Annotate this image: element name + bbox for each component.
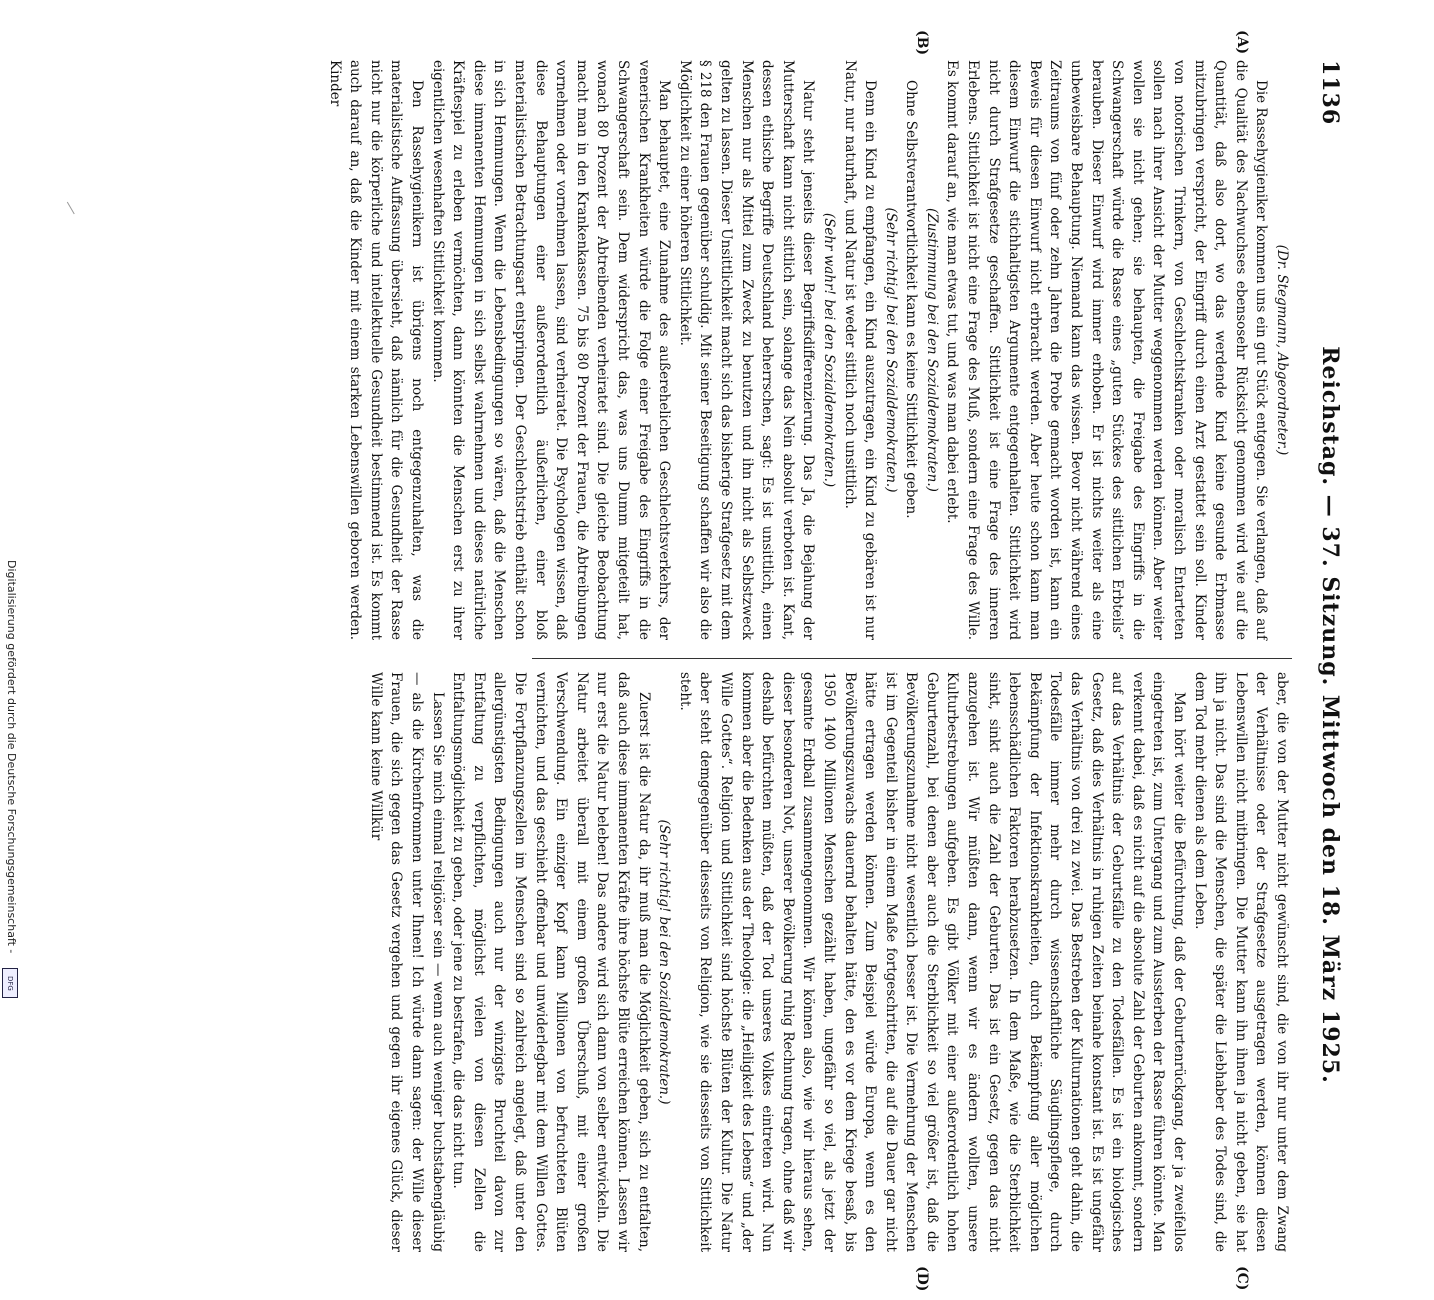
interjection: (Sehr richtig! bei den Sozialdemokraten.) [882,207,899,493]
column-divider [532,658,1292,659]
margin-marker-a: (A) [1234,30,1250,55]
interjection: (Zustimmung bei den Sozialdemokraten.) [923,208,940,492]
left-column [326,60,1292,640]
paragraph: Natur steht jenseits dieser Begriffsdifferenzierung. Das Ja, die Bejahung der Mutterschaft kann nicht sittlich sein, solange das Nein absolut verboten ist. Kant, dessen ethische Begriffe Deutschland beherrschen, sagt: Es ist unsittlich, einen Menschen nur als Mittel zum Zweck zu benutzen und ihn nicht als Selbstzweck gelten zu lassen. Dieser Unsittlichkeit macht sich das bisherige Strafgesetz mit dem § 218 den Frauen gegenüber schuldig. Mit seiner Beseitigung schaffen wir also die Möglichkeit zu einer höheren Sittlichkeit. [676,60,817,640]
margin-marker-c: (C) [1234,1266,1250,1291]
speaker-line: (Dr. Stegmann, Abgeordneter.) [1274,244,1290,456]
dfg-logo: DFG [2,968,18,998]
margin-marker-b: (B) [914,30,930,56]
margin-marker-d: (D) [914,1266,930,1292]
paragraph: Lassen Sie mich einmal religiöser sein — wenn auch weniger buchstabengläubig — als die Kirchenfrommen unter Ihnen! Ich würde dann sagen: der Wille dieser Frauen, die sich gegen das Gesetz vergehen und gegen ihr eigenes Glück, dieser Wille kann keine Willkür [367,672,446,1252]
paragraph: aber, die von der Mutter nicht gewünscht sind, die von ihr nur unter dem Zwang der Verhältnisse oder der Strafgesetze ausgetragen werden, können diesen Lebenswillen nicht mitbringen. Die Mutter kann ihn ihnen ja nicht geben, sie hat ihn ja nicht. Das sind die Menschen, die später die Liebhaber des Todes sind, die dem Tod mehr dienen als dem Leben. [1191,672,1290,1252]
paragraph: Die Rassehygieniker kommen uns ein gut Stück entgegen. Sie verlangen, daß auf die Qualität des Nachwuchses ebensosehr Rücksicht genommen wird wie auf die Quantität, daß also dort, wo das werdende Kind keine gesunde Erbmasse mitzubringen verspricht, der Eingriff durch einen Arzt gestattet sein soll. Kinder von notorischen Trinkern, von Geschlechtskranken oder moralisch Entarteten sollen nach ihrer Ansicht der Mutter weggenommen werden können. Aber weiter wollen sie nicht gehen; sie behaupten, die Freigabe des Eingriffs in die Schwangerschaft würde die Rasse eines „guten Stückes des sittlichen Erbteils“ berauben. Dieser Einwurf wird immer erhoben. Er ist nichts weiter als eine unbeweisbare Behauptung. Niemand kann das wissen. Bevor nicht während eines Zeitraums von fünf oder zehn Jahren die Probe gemacht worden ist, kann ein Beweis für diesen Einwurf nicht erbracht werden. Aber heute schon kann man diesem Einwurf die stichhaltigsten Argumente entgegenhalten. Sittlichkeit wird nicht durch Strafgesetze geschaffen. Sittlichkeit ist eine Frage des inneren Erlebens. Sittlichkeit ist nicht eine Frage des Muß, sondern eine Frage des Wille. Es kommt darauf an, wie man etwas tut, und was man dabei erlebt. [944,60,1270,640]
page-title: Reichstag. — 37. Sitzung. Mittwoch den 18. März 1925. [1317,346,1343,1084]
digitization-credit-text: Digitalisierung gefördert durch die Deutsche Forschungsgemeinschaft - [5,560,18,954]
paragraph: Zuerst ist die Natur da, ihr muß man die Möglichkeit geben, sich zu entfalten, daß auch diese immanenten Kräfte ihre höchste Blüte erreichen können. Lassen wir nur erst die Natur beleben! Das andere wird sich dann von selber entwickeln. Die Natur arbeitet überall mit einem großen Überschuß, mit einer großen Verschwendung. Ein einziger Kopf kann Millionen von befruchteten Blüten vernichten, und das geschieht offenbar und unwiderlegbar mit dem Willen Gottes. Die Fortpflanzungszellen im Menschen sind so zahlreich angelegt, daß unter den allergünstigsten Bedingungen auch nur der winzigste Bruchteil davon zur Entfaltung zu verpflichten, möglichst vielen von diesen Zellen die Entfaltungsmöglichkeit zu geben, oder jene zu bestrafen, die das nicht tun. [450,672,652,1252]
interjection: (Sehr richtig! bei den Sozialdemokraten.) [656,819,673,1105]
rotated-page [110,30,1350,1292]
paragraph: Man behauptet, eine Zunahme des außerehelichen Geschlechtsverkehrs, der venerischen Krankheiten würde die Folge einer Freigabe des Eingriffs in die Schwangerschaft sein. Dem widerspricht das, was uns Dumm mitgeteilt hat, wonach 80 Prozent der Abtreibenden verheiratet sind. Die gleiche Beobachtung macht man in den Krankenkassen. 75 bis 80 Prozent der Frauen, die Abtreibungen vornehmen oder vornehmen lassen, sind verheiratet. Die Psychologen wissen, daß diese Behauptungen einer außerordentlich äußerlichen, einer bloß materialistischen Betrachtungsart entspringen. Der Geschlechtstrieb enthält schon in sich Hemmungen. Wenn die Lebensbedingungen so wären, daß die Menschen diese immanenten Hemmungen in sich selbst wahrnehmen und dieses natürliche Kräftespiel zu erleben vermöchten, dann könnten die Menschen erst zu ihrer eigentlichen wesenhaften Sittlichkeit kommen. [429,60,673,640]
page-number: 1136 [1317,60,1343,126]
paragraph: Den Rassehygienikern ist übrigens noch entgegenzuhalten, was die materialistische Auffassung übersieht, daß nämlich für die Gesundheit der Rasse nicht nur die körperliche und intellektuelle Gesundheit bestimmend ist. Es kommt auch darauf an, daß die Kinder mit einem starken Lebenswillen geboren werden. Kinder [326,60,426,640]
paragraph: Man hört weiter die Befürchtung, daß der Geburtenrückgang, der ja zweifellos eingetreten ist, zum Untergang und zum Aussterben der Rasse führen könnte. Man verkennt dabei, daß es nicht auf die absolute Zahl der Geburten ankommt, sondern auf das Verhältnis der Geburtsfälle zu den Todesfällen. Es ist ein biologisches Gesetz, daß dies Verhältnis in ruhigen Zeiten beinahe konstant ist. Es ist ungefähr das Verhältnis von drei zu zwei. Das Bestreben der Kulturnationen geht dahin, die Todesfälle immer mehr durch wissenschaftliche Säuglingspflege, durch Bekämpfung der Infektionskrankheiten, durch Bekämpfung aller möglichen lebensschädlichen Faktoren herabzusetzen. In dem Maße, wie die Sterblichkeit sinkt, sinkt auch die Zahl der Geburten. Das ist ein Gesetz, gegen das nicht anzugehen ist. Wir müßten dann, wenn wir es ändern wollten, unsere Kulturbestrebungen aufgeben. Es gibt Völker mit einer außerordentlich hohen Geburtenzahl, bei denen aber auch die Sterblichkeit so viel größer ist, daß die Bevölkerungszunahme nicht wesentlich besser ist. Die Vermehrung der Menschen ist im Gegenteil bisher in einem Maße fortgeschritten, die auf die Dauer gar nicht hätte ertragen werden können. Zum Beispiel würde Europa, wenn es den Bevölkerungszuwachs dauernd behalten hätte, den es vor dem Kriege besaß, bis 1950 1400 Millionen Menschen gezählt haben, ungefähr so viel, als jetzt der gesamte Erdball zusammengenommen. Wir können also, wie wir hieraus sehen, dieser besonderen Not, unserer Bevölkerung ruhig Rechnung tragen, ohne daß wir deshalb befürchten müßten, daß der Tod unseres Volkes eintreten wird. Nun kommen aber die Bedenken aus der Theologie: die „Heiligkeit des Lebens“ und „der Wille Gottes“. Religion und Sittlichkeit sind höchste Blüten der Kultur. Die Natur aber steht demgegenüber diesseits von Religion, wie sie diesseits von Sittlichkeit steht. [676,672,1188,1252]
paragraph: Denn ein Kind zu empfangen, ein Kind auszutragen, ein Kind zu gebären ist nur Natur, nur naturhaft, und Natur ist weder sittlich noch unsittlich. [841,60,879,640]
page-header [1310,60,1350,1300]
scan-artifact [67,200,78,215]
right-column [367,672,1292,1252]
interjection: (Sehr wahr! bei den Sozialdemokraten.) [820,212,837,488]
paragraph: Ohne Selbstverantwortlichkeit kann es keine Sittlichkeit geben. [903,80,920,519]
digitization-credit [4,560,18,990]
